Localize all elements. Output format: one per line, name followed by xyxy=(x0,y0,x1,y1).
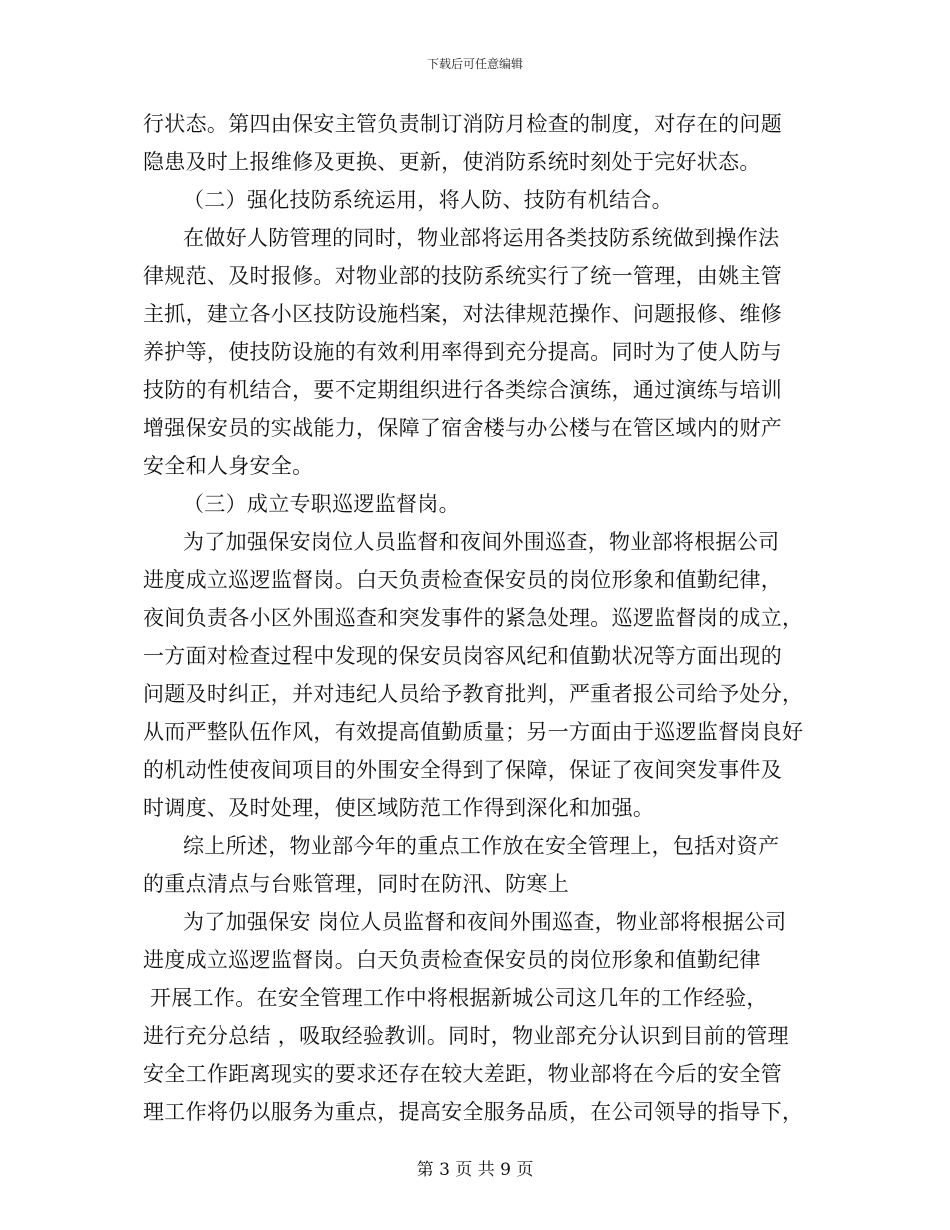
text-line: 一方面对检查过程中发现的保安员岗容风纪和值勤状况等方面出现的 xyxy=(143,644,782,668)
text-line: 综上所述，物业部今年的重点工作放在安全管理上，包括对资产 xyxy=(183,834,780,858)
text-line: 问题及时纠正，并对违纪人员给予教育批判，严重者报公司给予处分， xyxy=(143,682,804,706)
text-line: 开展工作。在安全管理工作中将根据新城公司这几年的工作经验， xyxy=(150,986,768,1010)
text-line: 的机动性使夜间项目的外围安全得到了保障，保证了夜间突发事件及 xyxy=(143,758,782,782)
text-line: 技防的有机结合，要不定期组织进行各类综合演练，通过演练与培训 xyxy=(143,378,782,402)
text-line: 夜间负责各小区外围巡查和突发事件的紧急处理。巡逻监督岗的成立， xyxy=(143,606,804,630)
text-line: 安全和人身安全。 xyxy=(143,454,314,478)
text-line: 安全工作距离现实的要求还存在较大差距，物业部将在今后的安全管 xyxy=(143,1062,782,1086)
text-line: 律规范、及时报修。对物业部的技防系统实行了统一管理，由姚主管 xyxy=(143,264,782,288)
text-line: 时调度、及时处理，使区域防范工作得到深化和加强。 xyxy=(143,796,655,820)
text-line: 养护等，使技防设施的有效利用率得到充分提高。同时为了使人防与 xyxy=(143,340,782,364)
page-number: 第 3 页 共 9 页 xyxy=(416,1160,534,1180)
text-line: 从而严整队伍作风，有效提高值勤质量；另一方面由于巡逻监督岗良好 xyxy=(143,720,804,744)
text-line: 主抓，建立各小区技防设施档案，对法律规范操作、问题报修、维修 xyxy=(143,302,782,326)
text-line: 进度成立巡逻监督岗。白天负责检查保安员的岗位形象和值勤纪律 xyxy=(143,948,761,972)
page-header-note: 下载后可任意编辑 xyxy=(426,57,523,71)
text-line: 增强保安员的实战能力，保障了宿舍楼与办公楼与在管区域内的财产 xyxy=(143,416,782,440)
text-line: 为了加强保安岗位人员监督和夜间外围巡查，物业部将根据公司 xyxy=(183,530,780,554)
text-line: （三）成立专职巡逻监督岗。 xyxy=(183,492,460,516)
text-line: 的重点清点与台账管理，同时在防汛、防寒上 xyxy=(143,872,569,896)
text-line: 为了加强保安 岗位人员监督和夜间外围巡查，物业部将根据公司 xyxy=(183,910,787,934)
text-line: 行状态。第四由保安主管负责制订消防月检查的制度，对存在的问题 xyxy=(143,112,782,136)
text-line: 理工作将仍以服务为重点，提高安全服务品质，在公司领导的指导下， xyxy=(143,1100,804,1124)
text-line: 进行充分总结 ，吸取经验教训。同时，物业部充分认识到目前的管理 xyxy=(143,1024,789,1048)
text-line: 进度成立巡逻监督岗。白天负责检查保安员的岗位形象和值勤纪律， xyxy=(143,568,782,592)
text-line: 在做好人防管理的同时，物业部将运用各类技防系统做到操作法 xyxy=(183,226,780,250)
text-line: （二）强化技防系统运用，将人防、技防有机结合。 xyxy=(183,188,673,212)
text-line: 隐患及时上报维修及更换、更新，使消防系统时刻处于完好状态。 xyxy=(143,150,761,174)
